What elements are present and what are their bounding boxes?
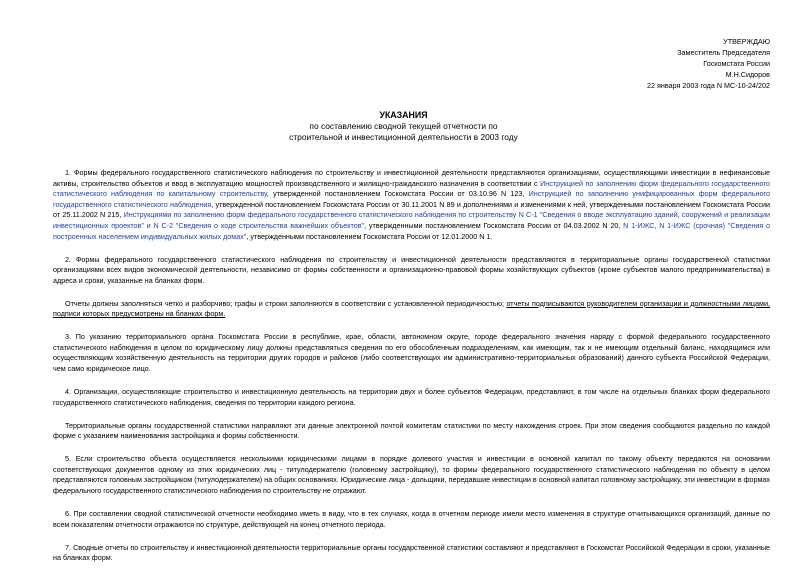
link-instruction-unified-forms[interactable]: Инструкцией по заполнению унифицированных форм федерального государственного статистического наблюдения: [53, 189, 770, 209]
title-line-1: УКАЗАНИЯ: [379, 110, 428, 120]
paragraph-2: 2. Формы федерального государственного статистического наблюдения по строительству и инвестиционной деятельности представляются в территориальные органы государственной статистики организациями всех видов экономической деятельности, независимо от формы собственности и организационно-правовой формы хозяйствующих субъектов (кроме субъектов малого предпринимательства) в адреса и сроки, указанные на бланках форм.: [53, 254, 770, 285]
approval-signatory: М.Н.Сидоров: [725, 70, 770, 79]
paragraph-1-text-b: , утвержденной постановлением Госкомстата России от 03.10.96 N 123,: [266, 189, 529, 199]
paragraph-5: 4. Организации, осуществляющие строительство и инвестиционную деятельность на территории двух и более субъектов Федерации, представляют, в том числе на отдельных бланках форм федерального государственного статистического наблюдения, сведения по территории каждого региона.: [53, 387, 770, 407]
link-instructions-c1-c2[interactable]: Инструкциями по заполнению форм федерального государственного статистического наблюдения по строительству N С-1 "Сведения о вводе эксплуатацию зданий, сооружений и реализации инвестиционных проектов" и N С-2 "Сведения о ходе строительства важнейших объектов": [53, 210, 770, 230]
paragraph-7: 5. Если строительство объекта осуществляется несколькими юридическими лицами в порядке долевого участия и инвестиции в основной капитал по такому объекту передаются на основании соответствующих документов одному из этих юридических лиц - титулодержателю (головному застройщику), то формы федерального государственного статистического наблюдения по объекту в целом представляются головным застройщиком (титулодержателем) на общих основаниях. Юридические лица - дольщики, передавшие инвестиции в основной капитал головному застройщику, эти инвестиции в формах федерального государственного статистического наблюдения по строительству не отражают.: [53, 454, 770, 495]
paragraph-9: 7. Сводные отчеты по строительству и инвестиционной деятельности территориальные органы государственной статистики составляют и представляют в Госкомстат Российской Федерации в сроки, указанные на бланках форм.: [53, 542, 770, 563]
link-forms-1-izhs[interactable]: N 1-ИЖС, N 1-ИЖС (срочная) "Сведения о построенных населением индивидуальных жилых домах": [53, 220, 771, 241]
paragraph-3-underlined-text: отчеты подписываются руководителем организации и должностными лицами, подписи которых предусмотрены на бланках форм.: [53, 298, 770, 319]
paragraph-1-text-e: , утвержденными постановлением Госкомстата России от 12.01.2000 N 1.: [246, 231, 493, 241]
document-title: [0, 110, 807, 144]
paragraph-1-text-a: 1. Формы федерального государственного статистического наблюдения по строительству и инвестиционной деятельности представляются организациями, осуществляющими инвестиции в нефинансовые активы, строительство объектов и ввод в эксплуатацию мощностей производственного и жилищно-гражданского назначения в соответствии с: [53, 168, 770, 188]
approval-organization: Госкомстата России: [703, 59, 770, 68]
link-instruction-capital-construction[interactable]: Инструкцией по заполнению форм федерального государственного статистического наблюдения по капитальному строительству: [53, 178, 770, 199]
approval-date: 22 января 2003 года N МС-10-24/202: [646, 81, 770, 90]
paragraph-1-text-c: , утвержденной постановлением Госкомстата России от 30.11.2001 N 89 и дополнениями и изменениями к ней, утвержденными постановлением Госкомстата России от 25.11.2002 N 215,: [53, 199, 770, 220]
title-line-2: по составлению сводной текущей отчетности по: [309, 121, 498, 132]
document-body: [53, 168, 770, 571]
paragraph-8: 6. При составлении сводной статистической отчетности необходимо иметь в виду, что в тех случаях, когда в отчетном периоде имели место изменения в структуре отчитывающихся организаций, данные по всем показателям отчетности отражаются по структуре, действующей на конец отчетного периода.: [53, 508, 770, 529]
paragraph-6: Территориальные органы государственной статистики направляют эти данные электронной почтой комитетам статистики по месту нахождения строек. При этом сведения сообщаются раздельно по каждой форме с указанием наименования застройщика и формы собственности.: [53, 420, 770, 441]
approval-position: Заместитель Председателя: [677, 48, 770, 57]
paragraph-3-text: Отчеты должны заполняться четко и разборчиво; графы и строки заполняются в соответствии с установленной периодичностью;: [65, 298, 507, 308]
paragraph-1-text-d: , утвержденными постановлением Госкомстата России от 04.03.2002 N 20,: [364, 220, 624, 230]
paragraph-1: [53, 168, 770, 242]
title-line-3: строительной и инвестиционной деятельности в 2003 году: [289, 132, 518, 143]
paragraph-4: 3. По указанию территориального органа Госкомстата России в республике, крае, области, автономном округе, городе федерального значения наряду с формой федерального государственного статистического наблюдения в целом по юридическому лицу должны представляться сведения по его обособленным подразделениям, как имеющим, так и не имеющим отдельный баланс, находящимся или осуществляющим хозяйственную деятельность на территории других городов и районов (либо соответствующих им административно-территориальных образований) данного субъекта Российской Федерации, чем само юридическое лицо.: [53, 332, 770, 374]
approval-block: [647, 36, 770, 91]
paragraph-3: [53, 299, 770, 320]
approval-heading: УТВЕРЖДАЮ: [723, 37, 770, 46]
